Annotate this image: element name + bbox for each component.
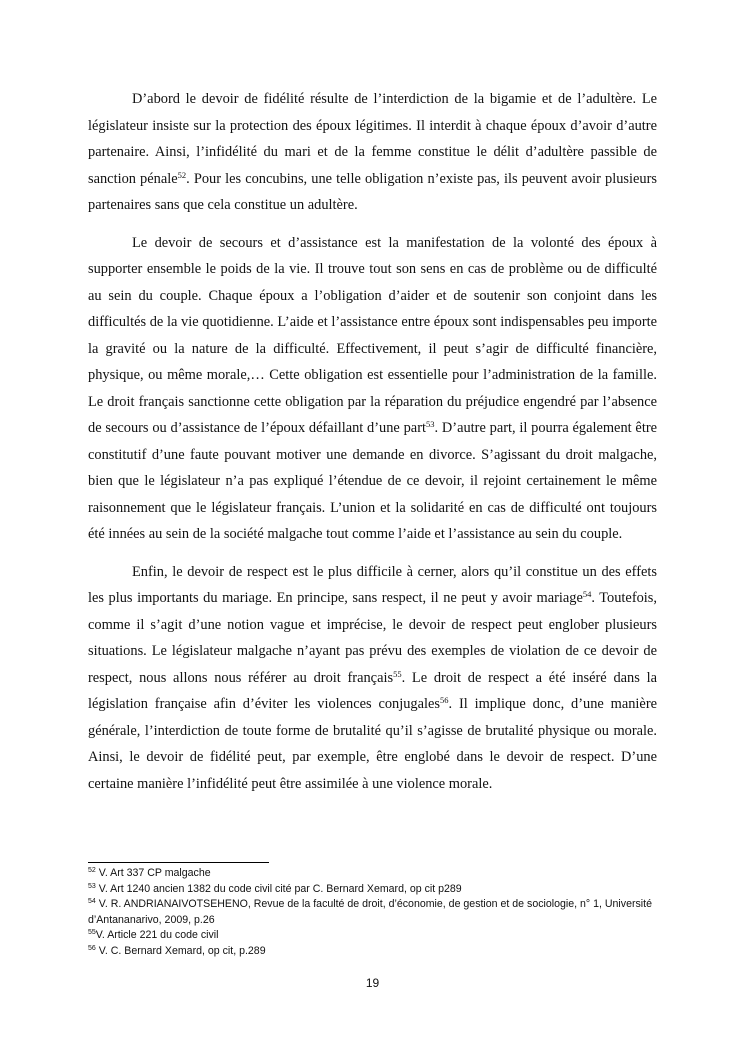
- paragraph-text: . Il implique donc, d’une manière générale, l’interdiction de toute forme de brutalité qu’il s’agisse de brutalité physique ou morale. Ainsi, le devoir de fidélité peut, par exemple, être englobé dans le devoir de respect. D’une certaine manière l’infidélité peut être assimilée à une violence morale.: [88, 696, 657, 792]
- footnote-reference: 53: [426, 419, 435, 429]
- footnote-number: 52: [88, 867, 96, 874]
- footnote-reference: 56: [440, 695, 449, 705]
- paragraph: [88, 559, 657, 798]
- footnote-text: V. R. ANDRIANAIVOTSEHENO, Revue de la faculté de droit, d’économie, de gestion et de sociologie, n° 1, Université d’Antananarivo, 2009, p.26: [88, 898, 652, 926]
- footnote-number: 53: [88, 882, 96, 890]
- paragraph-text: . Le droit de respect a été inséré dans la législation française afin d’éviter les violences conjugales: [88, 669, 657, 712]
- paragraph: [88, 230, 657, 548]
- footnote-number: 55: [88, 929, 96, 937]
- footnote-separator: [88, 862, 269, 863]
- paragraph-text: Enfin, le devoir de respect est le plus difficile à cerner, alors qu’il constitue un des effets les plus importants du mariage. En principe, sans respect, il ne peut y avoir mariage: [88, 563, 657, 606]
- footnote-text: V. C. Bernard Xemard, op cit, p.289: [95, 944, 266, 957]
- paragraph-text: Le devoir de secours et d’assistance est la manifestation de la volonté des époux à supporter ensemble le poids de la vie. Il trouve tout son sens en cas de problème ou de difficulté au sein du couple. Chaque époux a l’obligation d’aider et de soutenir son conjoint dans les difficultés de la vie quotidienne. L’aide et l’assistance entre époux sont indispensables peu importe la gravité ou la nature de la difficulté. Effectivement, il peut s’agir de difficulté financière, physique, ou même morale,… Cette obligation est essentielle pour l’administration de la famille. Le droit français sanctionne cette obligation par la réparation du préjudice engendré par l’absence de secours ou d’assistance de l’époux défaillant d’une part: [88, 234, 657, 436]
- page-number: 19: [365, 976, 380, 990]
- paragraph-text: . D’autre part, il pourra également être constitutif d’une faute pouvant motiver une demande en divorce. S’agissant du droit malgache, bien que le législateur n’a pas expliqué l’étendue de ce devoir, il rejoint certainement le même raisonnement que le législateur français. L’union et la solidarité en cas de difficulté ont toujours été innées au sein de la société malgache tout comme l’aide et l’assistance au sein du couple.: [88, 420, 657, 542]
- footnote-number: 56: [88, 944, 96, 952]
- paragraph-text: . Toutefois, comme il s’agit d’une notion vague et imprécise, le devoir de respect peut englober plusieurs situations. Le législateur malgache n’ayant pas prévu des exemples de violation de ce devoir de respect, nous allons nous référer au droit français: [88, 590, 658, 686]
- body-text: [88, 86, 657, 808]
- footnote: [88, 944, 657, 960]
- footnote-reference: 52: [177, 169, 187, 180]
- footnote-text: V. Art 337 CP malgache: [95, 867, 211, 879]
- paragraph-text: . Pour les concubins, une telle obligation n’existe pas, ils peuvent avoir plusieurs partenaires sans que cela constitue un adultère.: [88, 170, 658, 213]
- paragraph: [88, 86, 657, 219]
- footnote-reference: 54: [582, 589, 592, 599]
- footnotes: [88, 866, 657, 960]
- footnote-text: V. Article 221 du code civil: [95, 929, 219, 942]
- footnote-text: V. Art 1240 ancien 1382 du code civil cité par C. Bernard Xemard, op cit p289: [95, 882, 462, 895]
- footnote: [88, 866, 657, 882]
- footnote-number: 54: [88, 898, 96, 906]
- footnote: [88, 897, 657, 928]
- footnote: [88, 882, 657, 898]
- footnote-reference: 55: [393, 668, 402, 679]
- paragraph-text: D’abord le devoir de fidélité résulte de l’interdiction de la bigamie et de l’adultère. Le législateur insiste sur la protection des époux légitimes. Il interdit à chaque époux d’avoir d’autre partenaire. Ainsi, l’infidélité du mari et de la femme constitue le délit d’adultère passible de sanction pénale: [88, 91, 657, 187]
- footnote: [88, 928, 657, 944]
